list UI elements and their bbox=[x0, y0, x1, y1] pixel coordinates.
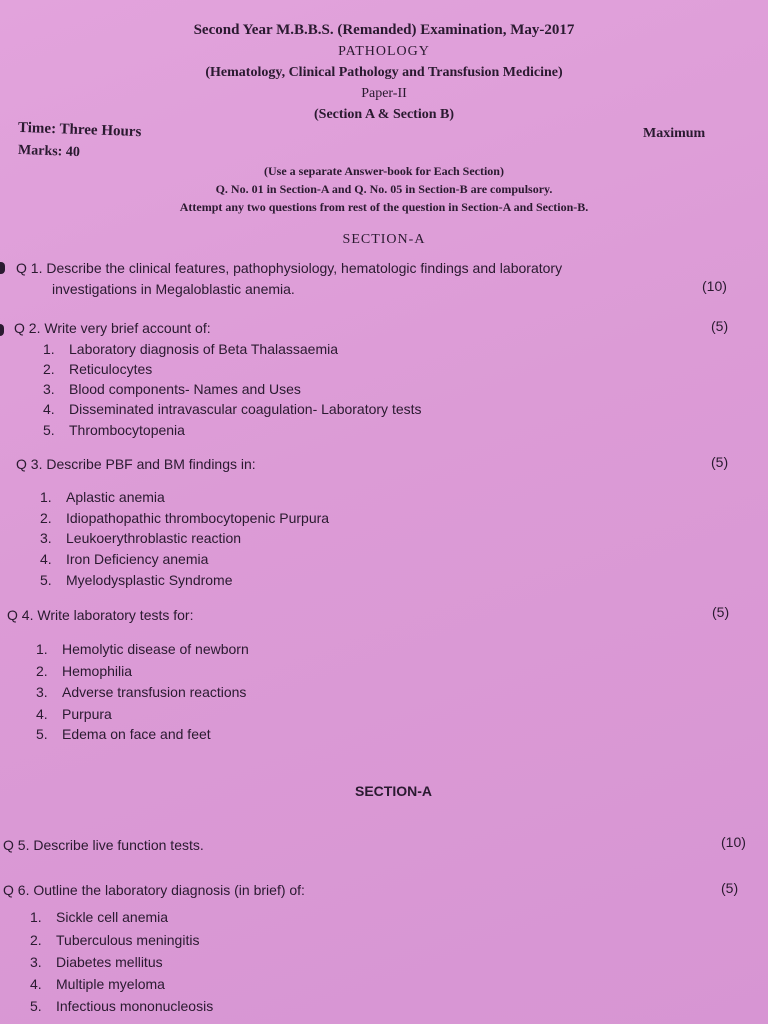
list-item: 4. Disseminated intravascular coagulation- Laboratory tests bbox=[43, 401, 422, 417]
question-2 bbox=[14, 320, 211, 336]
list-item: 5. Infectious mononucleosis bbox=[30, 998, 214, 1014]
section-heading-2: SECTION-A bbox=[355, 783, 432, 799]
question-5-marks: (10) bbox=[721, 834, 746, 850]
list-item: 5. Myelodysplastic Syndrome bbox=[40, 572, 233, 588]
question-label: Q 6. bbox=[3, 882, 30, 898]
list-item: 3. Leukoerythroblastic reaction bbox=[40, 530, 242, 546]
question-text: Describe PBF and BM findings in: bbox=[46, 456, 256, 472]
list-item: 2. Tuberculous meningitis bbox=[30, 932, 200, 948]
marks-label: Marks: 40 bbox=[17, 142, 81, 161]
subject-subtitle: (Hematology, Clinical Pathology and Transfusion Medicine) bbox=[205, 65, 563, 80]
question-label: Q 3. bbox=[16, 456, 43, 472]
question-6 bbox=[3, 882, 305, 898]
instruction-line-3: Attempt any two questions from rest of the question in Section-A and Section-B. bbox=[179, 200, 589, 214]
question-6-marks: (5) bbox=[721, 880, 739, 896]
question-text: Write very brief account of: bbox=[44, 320, 211, 336]
list-item: 1. Hemolytic disease of newborn bbox=[36, 641, 249, 657]
question-label: Q 4. bbox=[7, 607, 34, 623]
subject-title: PATHOLOGY bbox=[338, 44, 430, 59]
instruction-line-1: (Use a separate Answer-book for Each Section) bbox=[264, 164, 504, 178]
maximum-label: Maximum bbox=[643, 126, 706, 141]
question-text: Write laboratory tests for: bbox=[37, 607, 194, 623]
list-item: 2. Idiopathopathic thrombocytopenic Purpura bbox=[40, 510, 330, 526]
question-3 bbox=[16, 456, 256, 472]
question-text: Describe live function tests. bbox=[33, 837, 204, 853]
question-label: Q 1. bbox=[16, 260, 43, 276]
list-item: 3. Diabetes mellitus bbox=[30, 954, 163, 970]
paper-number: Paper-II bbox=[361, 86, 407, 101]
question-2-marks: (5) bbox=[711, 318, 729, 334]
question-label: Q 2. bbox=[14, 320, 41, 336]
time-label: Time: Three Hours bbox=[17, 119, 142, 141]
question-label: Q 5. bbox=[3, 837, 30, 853]
question-4-marks: (5) bbox=[712, 604, 730, 620]
question-text: Describe the clinical features, pathophysiology, hematologic findings and laboratory bbox=[46, 260, 563, 276]
list-item: 2. Reticulocytes bbox=[43, 361, 153, 377]
question-text: Outline the laboratory diagnosis (in brief) of: bbox=[33, 882, 305, 898]
list-item: 1. Laboratory diagnosis of Beta Thalassaemia bbox=[43, 341, 339, 357]
list-item: 3. Adverse transfusion reactions bbox=[36, 684, 247, 700]
list-item: 5. Edema on face and feet bbox=[36, 726, 211, 742]
question-1 bbox=[16, 260, 562, 276]
list-item: 1. Aplastic anemia bbox=[40, 489, 165, 505]
list-item: 5. Thrombocytopenia bbox=[43, 422, 185, 438]
instruction-line-2: Q. No. 01 in Section-A and Q. No. 05 in Section-B are compulsory. bbox=[215, 182, 553, 196]
margin-mark bbox=[0, 262, 5, 274]
list-item: 3. Blood components- Names and Uses bbox=[43, 381, 301, 397]
margin-mark bbox=[0, 324, 4, 336]
question-4 bbox=[7, 607, 194, 623]
section-a-heading: SECTION-A bbox=[342, 232, 426, 247]
exam-title: Second Year M.B.B.S. (Remanded) Examination, May-2017 bbox=[193, 22, 575, 38]
question-1-continued: investigations in Megaloblastic anemia. bbox=[52, 281, 295, 297]
question-3-marks: (5) bbox=[711, 454, 729, 470]
list-item: 2. Hemophilia bbox=[36, 663, 133, 679]
list-item: 4. Purpura bbox=[36, 706, 112, 722]
sections-line: (Section A & Section B) bbox=[314, 107, 454, 122]
list-item: 4. Multiple myeloma bbox=[30, 976, 165, 992]
list-item: 4. Iron Deficiency anemia bbox=[40, 551, 209, 567]
question-1-marks: (10) bbox=[702, 278, 727, 294]
question-5 bbox=[3, 837, 204, 853]
list-item: 1. Sickle cell anemia bbox=[30, 909, 169, 925]
